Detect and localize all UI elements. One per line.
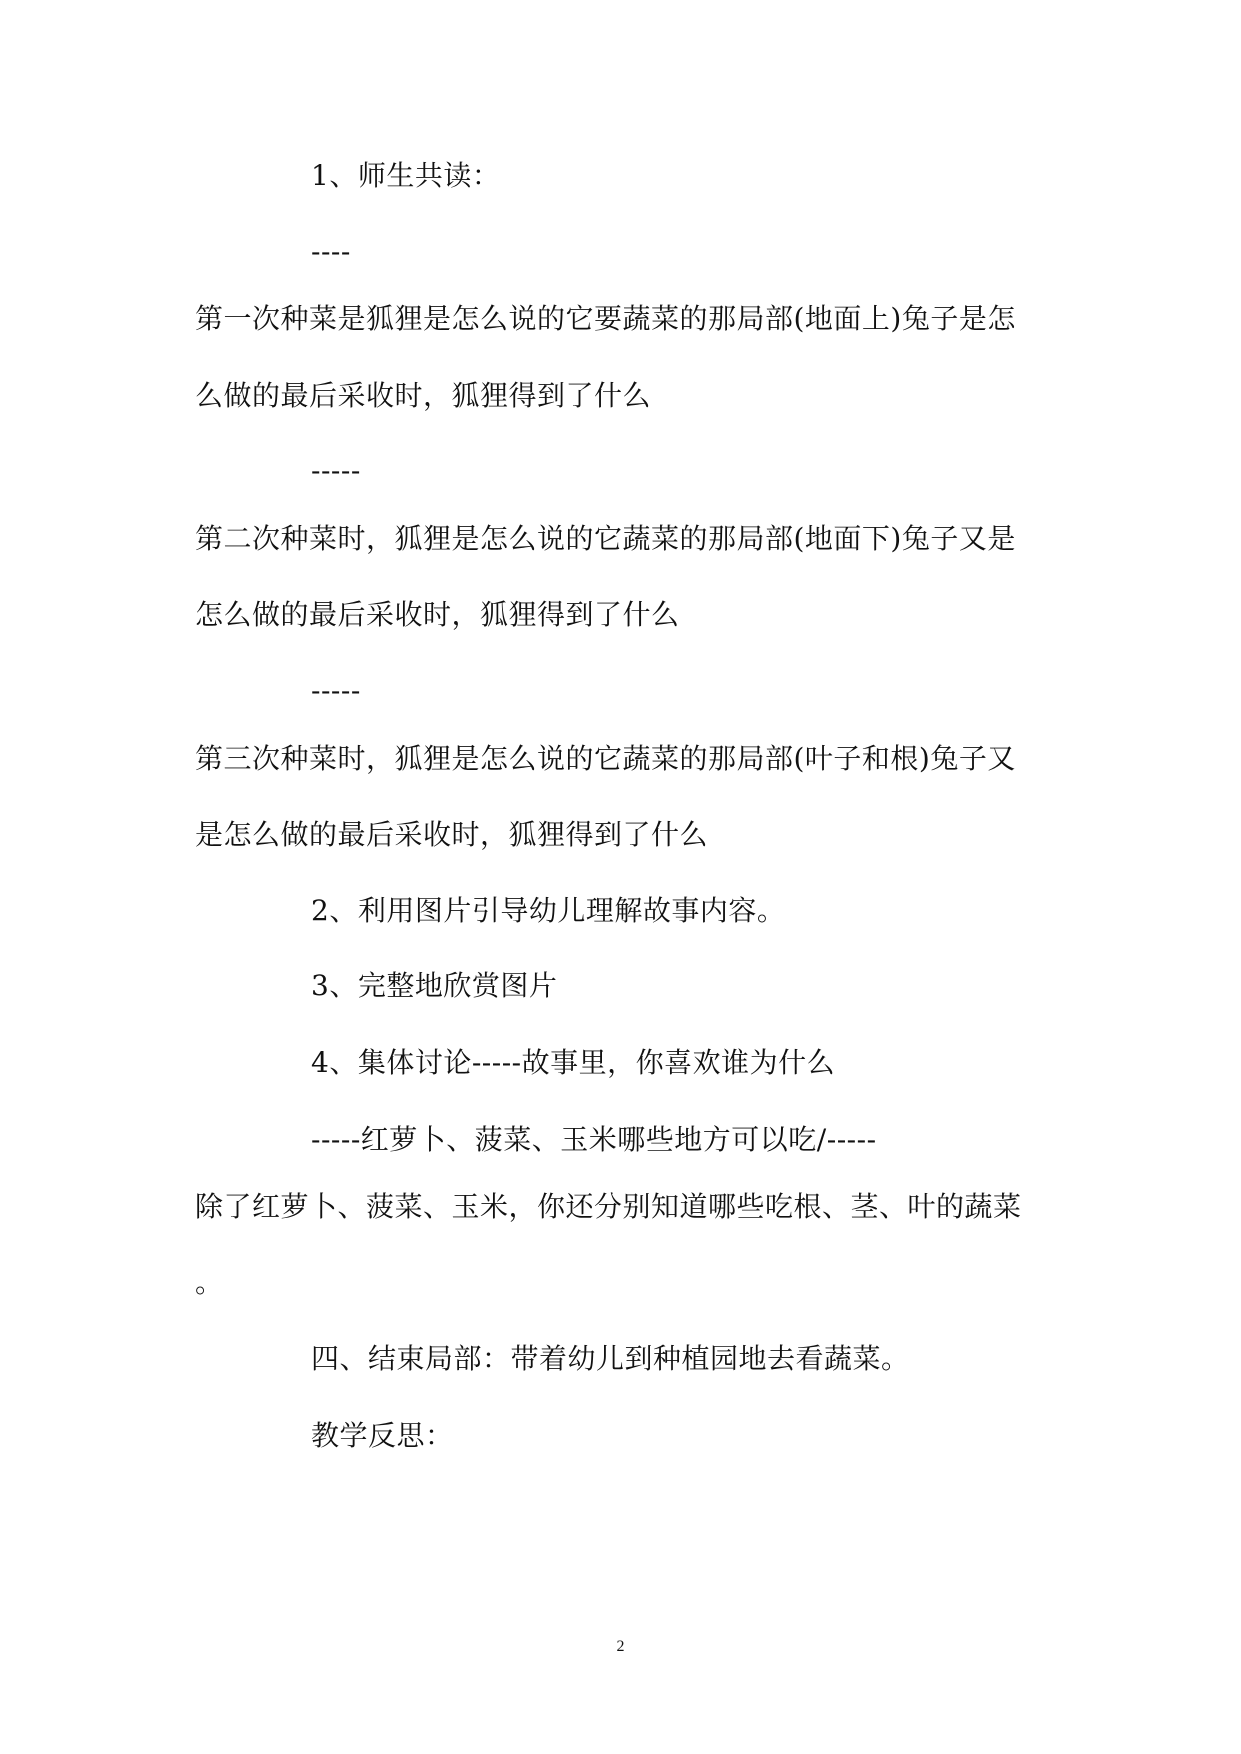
- text-line-third-planting-b: 是怎么做的最后采收时，狐狸得到了什么: [195, 818, 709, 851]
- text-line-ending-section: 四、结束局部：带着幼儿到种植园地去看蔬菜。: [311, 1342, 910, 1375]
- text-line-dash-3: -----: [311, 674, 361, 707]
- text-line-first-planting-a: 第一次种菜是狐狸是怎么说的它要蔬菜的那局部(地面上)兔子是怎: [195, 302, 1016, 335]
- text-line-teaching-reflection: 教学反思：: [311, 1419, 454, 1452]
- text-line-other-vegetables: 除了红萝卜、菠菜、玉米，你还分别知道哪些吃根、茎、叶的蔬菜: [195, 1190, 1022, 1223]
- text-line-second-planting-a: 第二次种菜时，狐狸是怎么说的它蔬菜的那局部(地面下)兔子又是: [195, 522, 1016, 555]
- text-line-item-4: 4、集体讨论-----故事里，你喜欢谁为什么: [311, 1046, 836, 1079]
- text-line-dash-1: ----: [311, 235, 351, 268]
- text-line-vegetables-question: -----红萝卜、菠菜、玉米哪些地方可以吃/-----: [311, 1123, 877, 1156]
- text-line-dash-2: -----: [311, 454, 361, 487]
- page-number: 2: [616, 1638, 625, 1655]
- text-line-second-planting-b: 怎么做的最后采收时，狐狸得到了什么: [195, 598, 680, 631]
- text-line-item-2: 2、利用图片引导幼儿理解故事内容。: [311, 894, 786, 927]
- text-line-first-planting-b: 么做的最后采收时，狐狸得到了什么: [195, 379, 652, 412]
- text-line-period: 。: [195, 1266, 224, 1299]
- text-line-shared-reading: 1、师生共读：: [311, 159, 501, 192]
- text-line-third-planting-a: 第三次种菜时，狐狸是怎么说的它蔬菜的那局部(叶子和根)兔子又: [195, 742, 1016, 775]
- text-line-item-3: 3、完整地欣赏图片: [311, 969, 558, 1002]
